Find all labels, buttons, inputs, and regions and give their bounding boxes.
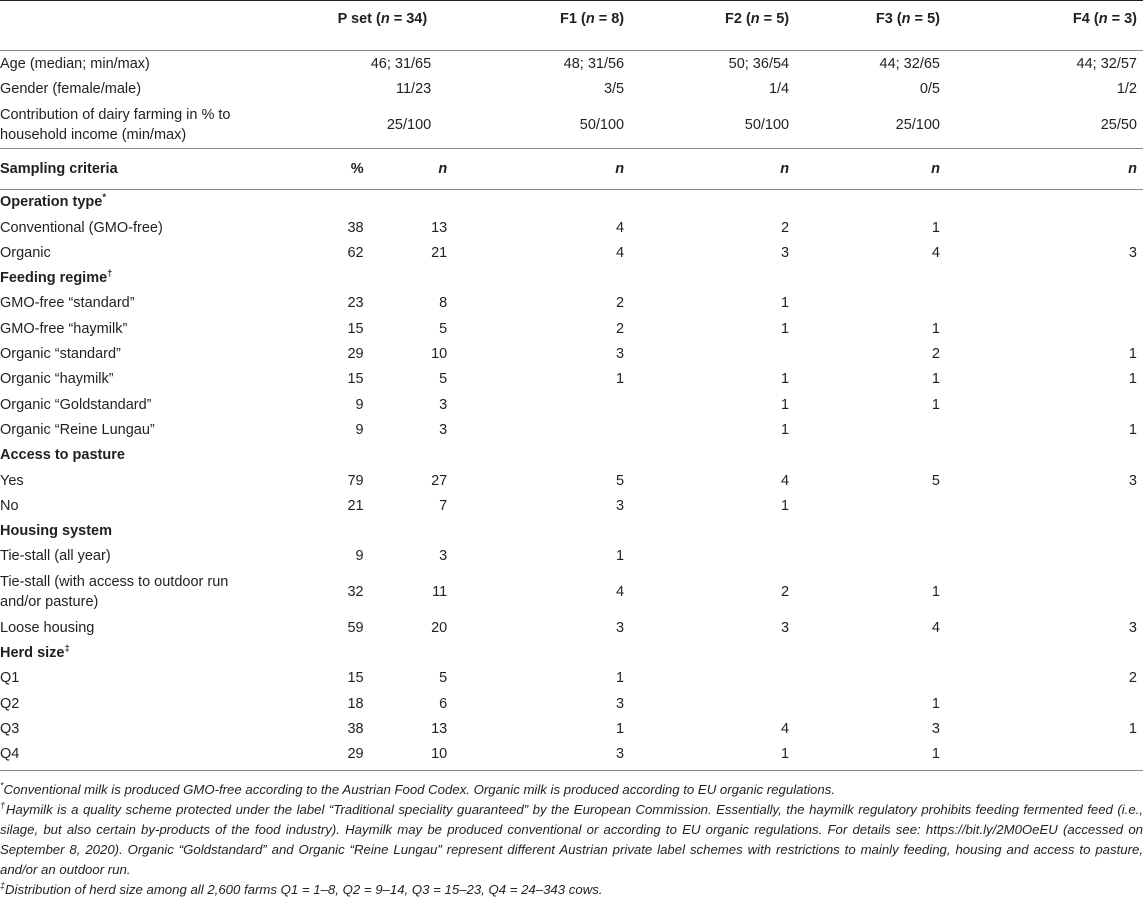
footnote-text: Haymilk is a quality scheme protected under the label “Traditional speciality guaranteed” by the European Commission. Essentially, the haymilk regulatory prohibits feeding fermented feed (i.e., silage, but also certain by-products of the food industry). Haymilk may be produced conventional or according to EU organic regulations. For details see: https://bit.ly/2M0OeEU (accessed on September 8, 2020). Organic “Goldstandard” and Organic “Reine Lungau” represent different Austrian private label schemes with restrictions to mainly feeding, housing and access to pasture, and/or an outdoor run. — [0, 801, 1143, 877]
cell-value: 11 — [432, 584, 448, 601]
row-label: Organic “Reine Lungau” — [0, 421, 155, 438]
table-row — [0, 666, 1143, 691]
cell-value: 29 — [347, 346, 364, 363]
footnote-mark: ‡ — [64, 643, 70, 655]
cell-value: 13 — [431, 720, 448, 737]
criteria-body — [0, 189, 1143, 770]
cell-value — [789, 493, 940, 518]
cell-value — [789, 291, 940, 316]
cell-value: 1 — [781, 746, 790, 763]
n-letter: n — [380, 11, 390, 27]
cell-value: 2 — [931, 346, 940, 363]
column-count: 5 — [927, 11, 936, 27]
table-row — [0, 569, 1143, 615]
cell-value: 3 — [781, 244, 790, 261]
cell-value: 1 — [781, 421, 790, 438]
criteria-n: n — [780, 160, 790, 177]
row-label: GMO-free “standard” — [0, 295, 135, 312]
cell-value: 27 — [431, 472, 448, 489]
cell-value: 13 — [431, 219, 448, 236]
row-label: Organic — [0, 244, 51, 261]
section-header-row — [0, 640, 1143, 665]
section-title-text: Access to pasture — [0, 447, 125, 464]
table-row — [0, 691, 1143, 716]
cell-value: 1 — [781, 371, 790, 388]
column-header-f1: F1 (n = 8) — [560, 11, 625, 27]
cell-value: 44; 32/57 — [1076, 55, 1137, 72]
cell-value: 3 — [439, 421, 448, 438]
cell-value: 50/100 — [579, 116, 625, 133]
section-header-row — [0, 518, 1143, 543]
row-label: Q4 — [0, 746, 20, 763]
section-header-row — [0, 189, 1143, 215]
table-row — [0, 392, 1143, 417]
cell-value: 0/5 — [919, 80, 940, 97]
column-name: P set — [337, 11, 372, 27]
cell-value: 3 — [616, 619, 625, 636]
cell-value: 1 — [616, 720, 625, 737]
row-label: Q3 — [0, 720, 20, 737]
cell-value: 1 — [781, 295, 790, 312]
cell-value: 79 — [347, 472, 364, 489]
footnote — [0, 800, 1143, 880]
row-label: Tie-stall (all year) — [0, 548, 111, 565]
cell-value: 2 — [1128, 670, 1137, 687]
cell-value: 3 — [1128, 472, 1137, 489]
cell-value: 4 — [616, 219, 625, 236]
cell-value: 1 — [616, 371, 625, 388]
cell-value — [940, 215, 1143, 240]
cell-value: 1 — [931, 584, 940, 601]
cell-value: 3 — [781, 619, 790, 636]
demographic-row — [0, 102, 1143, 149]
footnote — [0, 880, 1143, 900]
row-label: Conventional (GMO-free) — [0, 219, 163, 236]
cell-value: 32 — [347, 584, 364, 601]
cell-value: 9 — [355, 548, 364, 565]
footnote-mark: * — [0, 780, 4, 791]
section-title-text: Housing system — [0, 523, 112, 540]
equals-sign: = — [594, 11, 612, 27]
column-header-f3: F3 (n = 5) — [875, 11, 940, 27]
footnote-mark: ‡ — [0, 880, 6, 891]
criteria-header-row — [0, 148, 1143, 189]
table-row — [0, 468, 1143, 493]
cell-value: 1 — [616, 670, 625, 687]
cell-value: 8 — [439, 295, 448, 312]
cell-value — [940, 291, 1143, 316]
table-row — [0, 493, 1143, 518]
cell-value — [447, 392, 624, 417]
cell-value: 5 — [439, 320, 448, 337]
criteria-n: n — [615, 160, 625, 177]
cell-value: 48; 31/56 — [563, 55, 625, 72]
demographic-row — [0, 51, 1143, 77]
cell-value: 3 — [439, 396, 448, 413]
equals-sign: = — [1107, 11, 1125, 27]
cell-value: 3 — [616, 346, 625, 363]
cell-value: 3 — [616, 695, 625, 712]
table-row — [0, 417, 1143, 442]
demographics-body — [0, 51, 1143, 149]
column-count: 8 — [611, 11, 620, 27]
footnote-mark: † — [0, 800, 6, 811]
cell-value: 11/23 — [395, 80, 432, 97]
cell-value: 4 — [616, 244, 625, 261]
cell-value: 23 — [347, 295, 364, 312]
cell-value: 1 — [931, 746, 940, 763]
footnote-text: Distribution of herd size among all 2,600 farms Q1 = 1–8, Q2 = 9–14, Q3 = 15–23, Q4 = 24–343 cows. — [5, 881, 603, 897]
cell-value: 18 — [347, 695, 364, 712]
table-row — [0, 316, 1143, 341]
cell-value: 50; 36/54 — [728, 55, 790, 72]
cell-value: 25/50 — [1100, 116, 1137, 133]
equals-sign: = — [759, 11, 777, 27]
cell-value: 15 — [347, 371, 364, 388]
row-label: GMO-free “haymilk” — [0, 320, 128, 337]
row-label: Yes — [0, 472, 24, 489]
cell-value: 3/5 — [603, 80, 625, 97]
footnote — [0, 780, 1143, 800]
section-title-text: Operation type — [0, 194, 103, 211]
cell-value: 3 — [616, 746, 625, 763]
section-title — [0, 518, 1143, 543]
cell-value: 2 — [781, 584, 790, 601]
cell-value: 1 — [931, 371, 940, 388]
cell-value: 9 — [355, 396, 364, 413]
criteria-pct: % — [350, 160, 364, 177]
cell-value: 1 — [931, 219, 940, 236]
row-label: Loose housing — [0, 619, 95, 636]
column-count: 5 — [776, 11, 785, 27]
footnotes — [0, 771, 1143, 900]
cell-value: 4 — [781, 472, 790, 489]
row-label: Tie-stall (with access to outdoor run and/or pasture) — [0, 574, 229, 611]
cell-value — [789, 544, 940, 569]
column-count: 3 — [1124, 11, 1133, 27]
row-label: No — [0, 497, 19, 514]
table-row — [0, 742, 1143, 770]
cell-value: 5 — [616, 472, 625, 489]
section-title-text: Herd size — [0, 644, 65, 661]
cell-value: 1 — [931, 320, 940, 337]
cell-value — [624, 341, 789, 366]
criteria-n: n — [931, 160, 940, 177]
cell-value: 15 — [347, 320, 364, 337]
cell-value: 2 — [781, 219, 790, 236]
cell-value: 38 — [347, 219, 364, 236]
table-row — [0, 615, 1143, 640]
n-letter: n — [585, 11, 595, 27]
row-label: Organic “haymilk” — [0, 371, 114, 388]
cell-value: 5 — [439, 670, 448, 687]
cell-value: 9 — [355, 421, 364, 438]
footnote-text: Conventional milk is produced GMO-free according to the Austrian Food Codex. Organic milk is produced according to EU organic regulations. — [3, 781, 835, 797]
cell-value: 4 — [931, 619, 940, 636]
cell-value — [789, 666, 940, 691]
column-count: 34 — [406, 11, 423, 27]
cell-value — [940, 544, 1143, 569]
cell-value — [940, 742, 1143, 770]
cell-value: 1 — [1128, 720, 1137, 737]
section-header-row — [0, 265, 1143, 290]
cell-value — [447, 417, 624, 442]
cell-value: 3 — [1128, 244, 1137, 261]
cell-value: 1 — [781, 396, 790, 413]
cell-value: 4 — [781, 720, 790, 737]
table-row — [0, 215, 1143, 240]
equals-sign: = — [910, 11, 928, 27]
n-letter: n — [901, 11, 911, 27]
n-letter: n — [750, 11, 760, 27]
cell-value: 1/4 — [768, 80, 790, 97]
cell-value: 4 — [931, 244, 940, 261]
cell-value: 5 — [931, 472, 940, 489]
cell-value — [789, 417, 940, 442]
cell-value — [624, 666, 789, 691]
demographic-row — [0, 76, 1143, 101]
cell-value: 50/100 — [744, 116, 790, 133]
cell-value: 21 — [431, 244, 448, 261]
column-header-p-set: P set (n = 34) — [337, 11, 428, 27]
section-title — [0, 640, 1143, 665]
cell-value: 6 — [439, 695, 448, 712]
criteria-n: n — [438, 160, 448, 177]
criteria-header-body — [0, 148, 1143, 189]
cell-value: 5 — [439, 371, 448, 388]
row-label: Gender (female/male) — [0, 80, 142, 97]
cell-value — [940, 691, 1143, 716]
cell-value: 10 — [431, 346, 448, 363]
column-name: F3 — [875, 11, 893, 27]
cell-value — [940, 392, 1143, 417]
row-label: Age (median; min/max) — [0, 55, 150, 72]
cell-value — [940, 316, 1143, 341]
cell-value: 1/2 — [1116, 80, 1137, 97]
cell-value: 1 — [781, 320, 790, 337]
column-name: F4 — [1072, 11, 1090, 27]
cell-value: 46; 31/65 — [370, 55, 432, 72]
row-label: Q1 — [0, 670, 20, 687]
section-header-row — [0, 443, 1143, 468]
cell-value: 59 — [347, 619, 364, 636]
table-row — [0, 291, 1143, 316]
cell-value: 62 — [347, 244, 364, 261]
table-row — [0, 341, 1143, 366]
section-title — [0, 265, 1143, 290]
cell-value: 21 — [347, 497, 364, 514]
cell-value: 3 — [439, 548, 448, 565]
cell-value: 1 — [931, 695, 940, 712]
footnote-mark: * — [102, 192, 107, 204]
column-header-row — [0, 1, 1143, 51]
cell-value: 44; 32/65 — [879, 55, 940, 72]
criteria-label: Sampling criteria — [0, 160, 118, 177]
column-name: F2 — [725, 11, 742, 27]
cell-value: 15 — [347, 670, 364, 687]
table-row — [0, 240, 1143, 265]
section-title-text: Feeding regime — [0, 270, 108, 287]
cell-value: 1 — [1128, 346, 1137, 363]
cell-value — [940, 493, 1143, 518]
column-header-f2: F2 (n = 5) — [725, 11, 790, 27]
cell-value: 2 — [616, 320, 625, 337]
cell-value: 3 — [1128, 619, 1137, 636]
section-title — [0, 443, 1143, 468]
cell-value: 7 — [439, 497, 448, 514]
footnote-mark: † — [107, 268, 113, 280]
cell-value: 1 — [781, 497, 790, 514]
cell-value: 1 — [1128, 371, 1137, 388]
row-label: Organic “Goldstandard” — [0, 396, 152, 413]
row-label: Q2 — [0, 695, 20, 712]
table-row — [0, 367, 1143, 392]
row-label: Contribution of dairy farming in % to household income (min/max) — [0, 106, 231, 143]
cell-value: 3 — [931, 720, 940, 737]
table-row — [0, 544, 1143, 569]
column-header-f4: F4 (n = 3) — [1072, 11, 1137, 27]
cell-value — [624, 544, 789, 569]
cell-value: 1 — [1128, 421, 1137, 438]
table-row — [0, 716, 1143, 741]
cell-value: 1 — [616, 548, 625, 565]
cell-value: 4 — [616, 584, 625, 601]
cell-value — [940, 569, 1143, 615]
n-letter: n — [1098, 11, 1108, 27]
cell-value: 25/100 — [386, 116, 432, 133]
cell-value: 10 — [431, 746, 448, 763]
cell-value: 1 — [931, 396, 940, 413]
section-title — [0, 189, 1143, 215]
cell-value: 29 — [347, 746, 364, 763]
cell-value: 2 — [616, 295, 625, 312]
criteria-n: n — [1128, 160, 1137, 177]
cell-value: 3 — [616, 497, 625, 514]
cell-value — [624, 691, 789, 716]
equals-sign: = — [389, 11, 407, 27]
header-empty-cell — [0, 1, 280, 51]
cell-value: 25/100 — [895, 116, 940, 133]
column-name: F1 — [560, 11, 577, 27]
row-label: Organic “standard” — [0, 346, 121, 363]
cell-value: 20 — [431, 619, 448, 636]
cell-value: 38 — [347, 720, 364, 737]
